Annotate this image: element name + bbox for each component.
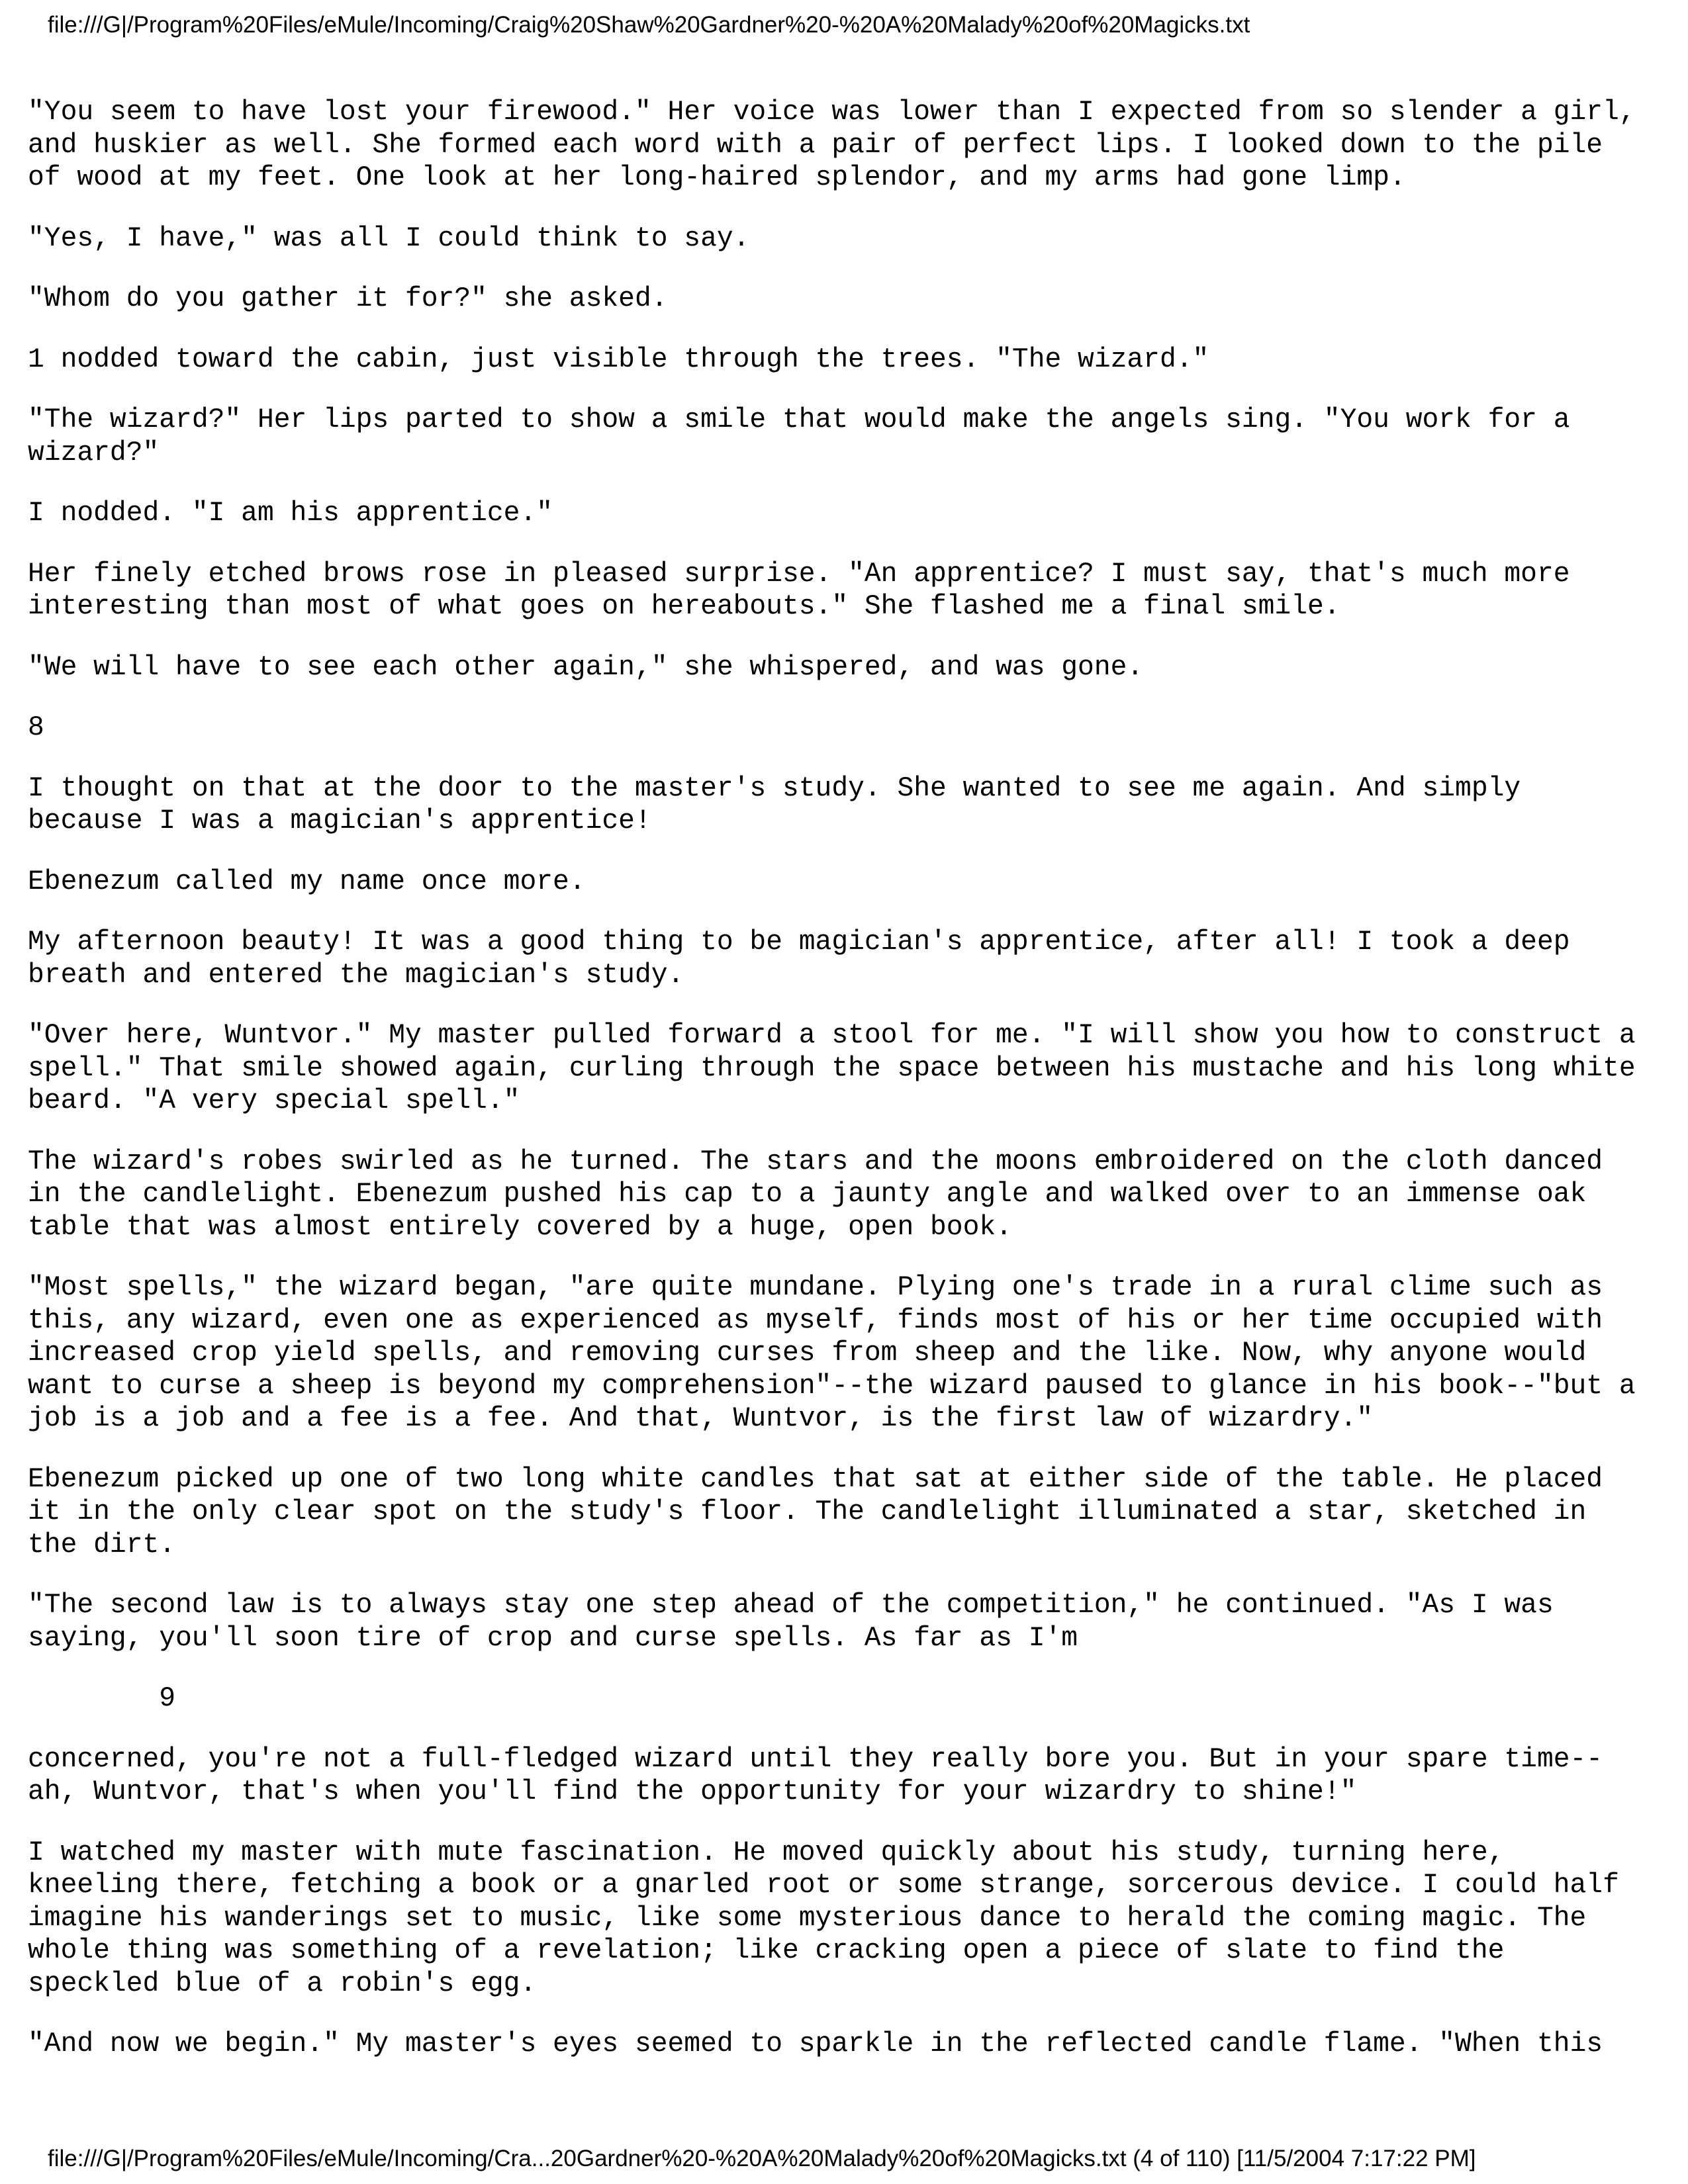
paragraph: I nodded. "I am his apprentice."	[28, 498, 553, 529]
paragraph: I watched my master with mute fascination. He moved quickly about his study, turning here, kneeling there, fetching a book or a gnarled root or some strange, sorcerous device. I could half imagine his wanderings set to music, like some mysterious dance to herald the coming magic. The whole thing was something of a revelation; like cracking open a piece of slate to find the speckled blue of a robin's egg.	[28, 1837, 1619, 1999]
page-header-url: file:///G|/Program%20Files/eMule/Incoming/Craig%20Shaw%20Gardner%20-%20A%20Malady%20of%20Magicks.txt	[48, 12, 1250, 38]
paragraph: "Yes, I have," was all I could think to say.	[28, 223, 750, 254]
paragraph: I thought on that at the door to the master's study. She wanted to see me again. And simply because I was a magician's apprentice!	[28, 773, 1521, 837]
paragraph: "You seem to have lost your firewood." Her voice was lower than I expected from so slender a girl, and huskier as well. She formed each word with a pair of perfect lips. I looked down to the pile of wood at my feet. One look at her long-haired splendor, and my arms had gone limp.	[28, 97, 1636, 193]
paragraph: Her finely etched brows rose in pleased surprise. "An apprentice? I must say, that's much more interesting than most of what goes on hereabouts." She flashed me a final smile.	[28, 559, 1570, 622]
paragraph: "The wizard?" Her lips parted to show a smile that would make the angels sing. "You work for a wizard?"	[28, 405, 1570, 469]
paragraph: The wizard's robes swirled as he turned. The stars and the moons embroidered on the cloth danced in the candlelight. Ebenezum pushed his cap to a jaunty angle and walked over to an immense oak table that was almost entirely covered by a huge, open book.	[28, 1146, 1603, 1243]
paragraph: "Over here, Wuntvor." My master pulled forward a stool for me. "I will show you how to construct a spell." That smile showed again, curling through the space between his mustache and his long white beard. "A very special spell."	[28, 1021, 1636, 1116]
page-footer: file:///G|/Program%20Files/eMule/Incoming/Cra...20Gardner%20-%20A%20Malady%20of%20Magicks.txt (4 of 110) [11/5/2004 7:17:22 PM]	[48, 2146, 1476, 2171]
document-body	[28, 97, 1669, 2089]
paragraph: concerned, you're not a full-fledged wizard until they really bore you. But in your spare time-- ah, Wuntvor, that's when you'll find the opportunity for your wizardry to shine!"	[28, 1744, 1603, 1807]
paragraph: "Most spells," the wizard began, "are quite mundane. Plying one's trade in a rural clime such as this, any wizard, even one as experienced as myself, finds most of his or her time occupied with increased crop yield spells, and removing curses from sheep and the like. Now, why anyone would want to curse a sheep is beyond my comprehension"--the wizard paused to glance in his book--"but a job is a job and a fee is a fee. And that, Wuntvor, is the first law of wizardry."	[28, 1273, 1636, 1434]
paragraph: My afternoon beauty! It was a good thing to be magician's apprentice, after all! I took a deep breath and entered the magician's study.	[28, 927, 1570, 991]
paragraph: Ebenezum called my name once more.	[28, 866, 586, 897]
paragraph: Ebenezum picked up one of two long white candles that sat at either side of the table. He placed it in the only clear spot on the study's floor. The candlelight illuminated a star, sketched in the dirt.	[28, 1464, 1603, 1561]
page-number: 8	[28, 713, 44, 743]
paragraph: 1 nodded toward the cabin, just visible through the trees. "The wizard."	[28, 344, 1209, 375]
paragraph: "We will have to see each other again," she whispered, and was gone.	[28, 652, 1144, 683]
page-number: 9	[28, 1684, 176, 1714]
paragraph: "Whom do you gather it for?" she asked.	[28, 284, 668, 314]
paragraph: "The second law is to always stay one step ahead of the competition," he continued. "As I was saying, you'll soon tire of crop and curse spells. As far as I'm	[28, 1590, 1554, 1654]
paragraph: "And now we begin." My master's eyes seemed to sparkle in the reflected candle flame. "When this	[28, 2029, 1603, 2060]
